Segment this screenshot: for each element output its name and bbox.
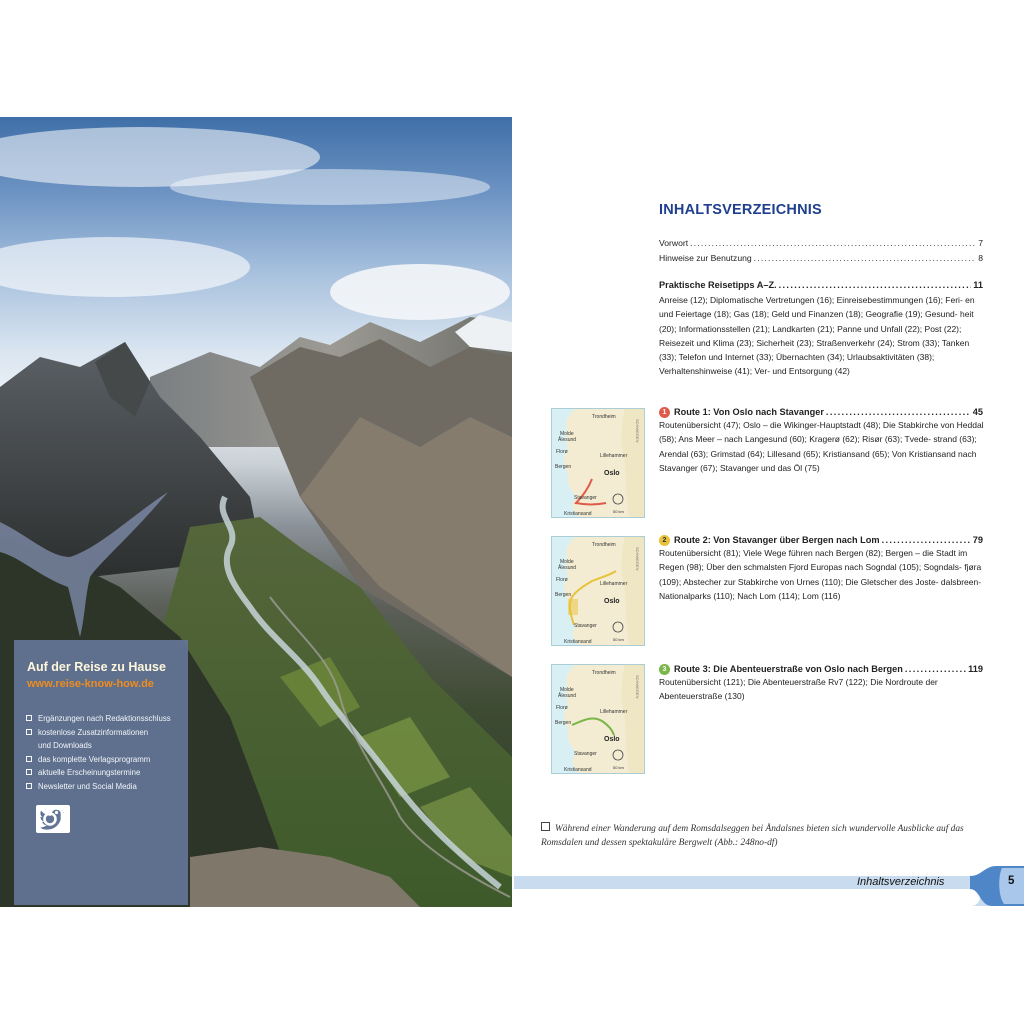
svg-text:Florø: Florø bbox=[556, 449, 568, 455]
svg-text:Stavanger: Stavanger bbox=[574, 495, 597, 501]
svg-text:Bergen: Bergen bbox=[555, 720, 572, 726]
svg-text:SCHWEDEN: SCHWEDEN bbox=[635, 547, 640, 571]
route-1-text: Routenübersicht (47); Oslo – die Wikinger-Hauptstadt (48); Die Stabkirche von Heddal (58); Ans Meer – nach Langesund (60); Kragerø (62); Risør (63); Tvede- strand (63); Arendal (63); Grimstad (64); Lillesand (65); Kristiansand (65); Von Kristiansand nach Stavanger (67); Stavanger und das Öl (75) bbox=[659, 420, 984, 473]
route-3-badge: 3 bbox=[659, 664, 670, 675]
route-3-text: Routenübersicht (121); Die Abenteuerstraße Rv7 (122); Die Nordroute der Abenteuerstraße (130) bbox=[659, 677, 938, 702]
svg-text:Molde: Molde bbox=[560, 431, 574, 437]
svg-text:Florø: Florø bbox=[556, 705, 568, 711]
toc-entry-praktische-reisetipps[interactable]: Praktische Reisetipps A–Z. . . . 11 bbox=[659, 280, 983, 290]
svg-text:Kristiansand: Kristiansand bbox=[564, 639, 592, 645]
social-links bbox=[36, 805, 132, 833]
route-2-map bbox=[551, 536, 645, 646]
route-1-badge: 1 bbox=[659, 407, 670, 418]
photo-caption: Während einer Wanderung auf dem Romsdalseggen bei Åndalsnes bieten sich wundervolle Ausblicke auf das Romsdalen und dessen spektakuläre Bergwelt (Abb.: 248no-df) bbox=[541, 824, 964, 848]
svg-text:50 km: 50 km bbox=[613, 765, 624, 770]
caption-marker-icon bbox=[541, 822, 550, 831]
page-title: INHALTSVERZEICHNIS bbox=[659, 202, 822, 218]
svg-text:Ålesund: Ålesund bbox=[558, 565, 577, 571]
instagram-icon[interactable] bbox=[104, 805, 132, 833]
list-item: und Downloads bbox=[38, 741, 92, 750]
toc-entry-vorwort[interactable]: Vorwort . . . 7 bbox=[659, 238, 983, 248]
svg-text:50 km: 50 km bbox=[613, 509, 624, 514]
map-label: Trondheim bbox=[592, 414, 616, 420]
page-number: 5 bbox=[1008, 875, 1015, 887]
svg-text:Stavanger: Stavanger bbox=[574, 751, 597, 757]
list-item: Newsletter und Social Media bbox=[26, 780, 171, 794]
svg-text:SCHWEDEN: SCHWEDEN bbox=[635, 675, 640, 699]
route-3-map bbox=[551, 664, 645, 774]
svg-text:Stavanger: Stavanger bbox=[574, 623, 597, 629]
svg-text:Lillehammer: Lillehammer bbox=[600, 709, 628, 715]
publisher-title: Auf der Reise zu Hause bbox=[27, 660, 166, 674]
publisher-url-link[interactable]: www.reise-know-how.de bbox=[27, 678, 154, 690]
svg-text:Kristiansand: Kristiansand bbox=[564, 767, 592, 773]
publisher-benefits-list bbox=[26, 712, 171, 793]
svg-text:Bergen: Bergen bbox=[555, 592, 572, 598]
publisher-info-box bbox=[14, 640, 188, 905]
practical-topics-text: Anreise (12); Diplomatische Vertretungen (16); Einreisebestimmungen (16); Feri- en und Feiertage (18); Gas (18); Geld und Finanzen (18); Geografie (19); Gesund- heit (20); Informationsstellen (21); Landkarten (21); Panne und Unfall (22); Post (22); Reisezeit und Klima (23); Sicherheit (23); Straßenverkehr (24); Strom (33); Tanken (33); Telefon und Internet (33); Übernachten (34); Urlaubsaktivitäten (38); Verhaltenshinweise (41); Ver- und Entsorgung (42) bbox=[659, 295, 975, 377]
route-2-text: Routenübersicht (81); Viele Wege führen nach Bergen (82); Bergen – die Stadt im Regen (98); Über den schmalsten Fjord Europas nach Sogndal (105); Sogndals- fjøra (109); Abstecher zur Stabkirche von Urnes (110); Die Gletscher des Joste- dalsbreen-Nationalparks (110); Nach Lom (114); Lom (116) bbox=[659, 548, 982, 601]
svg-text:Oslo: Oslo bbox=[604, 598, 620, 605]
toc-route-1[interactable]: 1 Route 1: Von Oslo nach Stavanger . . . 45 Routenübersicht (47); Oslo – die Wikinger-Hauptstadt (48); Die Stabkirche von Heddal (58); Ans Meer – nach Langesund (60); Kragerø (62); Risør (63); Tvede- strand (63); Arendal (63); Grimstad (64); Lillesand (65); Kristiansand (65); Von Kristiansand nach Stavanger (67); Stavanger und das Öl (75) bbox=[659, 407, 989, 475]
svg-text:Ålesund: Ålesund bbox=[558, 437, 577, 443]
list-item: kostenlose Zusatzinformationen bbox=[26, 726, 171, 740]
svg-text:Kristiansand: Kristiansand bbox=[564, 511, 592, 517]
svg-text:Molde: Molde bbox=[560, 687, 574, 693]
svg-text:Oslo: Oslo bbox=[604, 736, 620, 743]
route-2-badge: 2 bbox=[659, 535, 670, 546]
book-spread bbox=[0, 117, 1024, 907]
svg-text:Molde: Molde bbox=[560, 559, 574, 565]
toc-entry-hinweise[interactable]: Hinweise zur Benutzung . . . 8 bbox=[659, 253, 983, 263]
svg-text:Ålesund: Ålesund bbox=[558, 693, 577, 699]
svg-text:Trondheim: Trondheim bbox=[592, 670, 616, 676]
footer-section-label: Inhaltsverzeichnis bbox=[857, 876, 945, 888]
svg-text:Bergen: Bergen bbox=[555, 464, 572, 470]
mountain-valley-photo bbox=[0, 117, 512, 907]
list-item: aktuelle Erscheinungstermine bbox=[26, 766, 171, 780]
twitter-icon[interactable] bbox=[70, 805, 98, 833]
toc-route-3[interactable]: 3 Route 3: Die Abenteuerstraße von Oslo nach Bergen . . . 119 Routenübersicht (121); Die Abenteuerstraße Rv7 (122); Die Nordroute der Abenteuerstraße (130) bbox=[659, 664, 989, 704]
toc-route-2[interactable]: 2 Route 2: Von Stavanger über Bergen nach Lom . . . 79 Routenübersicht (81); Viele Wege führen nach Bergen (82); Bergen – die Stadt im Regen (98); Über den schmalsten Fjord Europas nach Sogndal (105); Sogndals- fjøra (109); Abstecher zur Stabkirche von Urnes (110); Die Gletscher des Joste- dalsbreen-Nationalparks (110); Nach Lom (114); Lom (116) bbox=[659, 535, 989, 603]
list-item: das komplette Verlagsprogramm bbox=[26, 753, 171, 767]
svg-text:Trondheim: Trondheim bbox=[592, 542, 616, 548]
svg-text:SCHWEDEN: SCHWEDEN bbox=[635, 419, 640, 443]
svg-text:Lillehammer: Lillehammer bbox=[600, 581, 628, 587]
svg-text:50 km: 50 km bbox=[613, 637, 624, 642]
list-item: Ergänzungen nach Redaktionsschluss bbox=[26, 712, 171, 726]
svg-text:Oslo: Oslo bbox=[604, 470, 620, 477]
svg-text:Florø: Florø bbox=[556, 577, 568, 583]
route-1-map bbox=[551, 408, 645, 518]
svg-text:Lillehammer: Lillehammer bbox=[600, 453, 628, 459]
